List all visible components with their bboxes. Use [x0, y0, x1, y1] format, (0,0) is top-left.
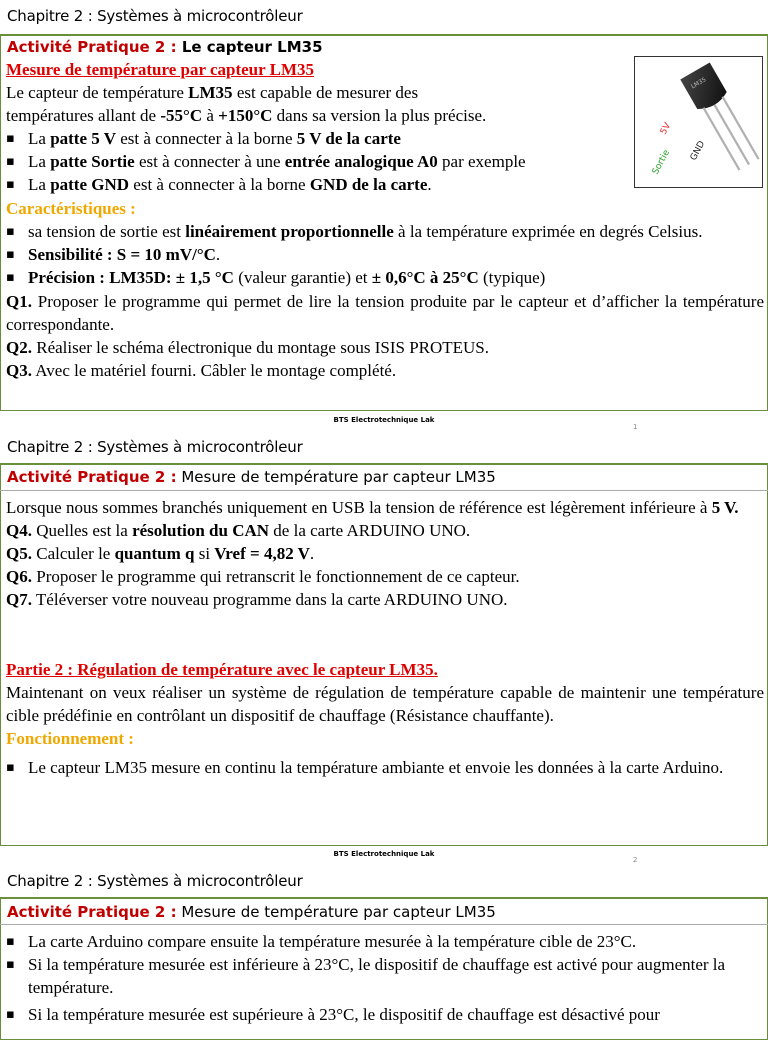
activity-title: [7, 468, 496, 486]
activity-rule: [0, 924, 768, 925]
chapter-title: Chapitre 2 : Systèmes à microcontrôleur: [7, 438, 303, 456]
activity-title: [7, 38, 323, 56]
question-3: Q3. Avec le matériel fourni. Câbler le montage complété.: [6, 361, 397, 380]
section-1: [6, 58, 628, 196]
list-item: ▪ La patte GND est à connecter à la borne GND de la carte.: [6, 175, 432, 194]
activity-label: Activité Pratique 2 :: [7, 38, 177, 56]
lm35-sensor-icon: [635, 57, 762, 187]
activity-name: Le capteur LM35: [176, 38, 323, 56]
usb-paragraph: Lorsque nous sommes branchés uniquement en USB la tension de référence est légèrement inférieure à 5 V.: [6, 498, 739, 517]
page-footer: BTS Electrotechnique Lak: [333, 850, 435, 858]
page-2: [0, 433, 768, 864]
chapter-title: Chapitre 2 : Systèmes à microcontrôleur: [7, 872, 303, 890]
pin-gnd-label: GND: [688, 139, 708, 163]
section-2: [6, 197, 764, 382]
list-item: ▪ Sensibilité : S = 10 mV/°C.: [6, 245, 221, 264]
activity-rule: [0, 490, 768, 491]
activity-name: Mesure de température par capteur LM35: [176, 903, 496, 921]
section-3: [6, 496, 764, 611]
activity-name: Mesure de température par capteur LM35: [176, 468, 496, 486]
question-6: Q6. Proposer le programme qui retranscrit le fonctionnement de ce capteur.: [6, 567, 520, 586]
question-1: Q1. Proposer le programme qui permet de lire la tension produite par le capteur et d’afficher la température correspondante.: [6, 292, 764, 334]
section-4: [6, 658, 764, 779]
page-footer: BTS Electrotechnique Lak: [333, 416, 435, 424]
page-3: [0, 865, 768, 1024]
pin-list: [6, 127, 628, 196]
question-4: Q4. Quelles est la résolution du CAN de la carte ARDUINO UNO.: [6, 521, 471, 540]
pin-5v-label: 5V: [658, 121, 674, 137]
section-5: [6, 930, 764, 1026]
list-item: ▪ La patte Sortie est à connecter à une entrée analogique A0 par exemple: [6, 152, 526, 171]
list-item: ▪ Précision : LM35D: ± 1,5 °C (valeur garantie) et ± 0,6°C à 25°C (typique): [6, 268, 546, 287]
question-5: Q5. Calculer le quantum q si Vref = 4,82 V.: [6, 544, 315, 563]
operation-heading: Fonctionnement :: [6, 729, 134, 748]
question-7: Q7. Téléverser votre nouveau programme dans la carte ARDUINO UNO.: [6, 590, 508, 609]
characteristics-heading: Caractéristiques :: [6, 199, 136, 218]
activity-label: Activité Pratique 2 :: [7, 903, 177, 921]
list-item: ▪ Si la température mesurée est supérieure à 23°C, le dispositif de chauffage est désactivé pour: [6, 1005, 660, 1024]
list-item: ▪ Si la température mesurée est inférieure à 23°C, le dispositif de chauffage est activé pour augmenter la température.: [6, 955, 726, 997]
page-number: 2: [633, 856, 638, 864]
activity-title: [7, 903, 496, 921]
list-item: ▪ La patte 5 V est à connecter à la borne 5 V de la carte: [6, 129, 401, 148]
part2-heading: Partie 2 : Régulation de température avec le capteur LM35.: [6, 660, 438, 679]
list-item: ▪ sa tension de sortie est linéairement proportionnelle à la température exprimée en degrés Celsius.: [6, 222, 703, 241]
list-item: ▪ La carte Arduino compare ensuite la température mesurée à la température cible de 23°C.: [6, 932, 637, 951]
page-1: [0, 0, 768, 431]
page-number: 1: [633, 423, 638, 431]
chip-label: LM35: [689, 76, 708, 91]
chapter-title: Chapitre 2 : Systèmes à microcontrôleur: [7, 7, 303, 25]
part2-paragraph: Maintenant on veux réaliser un système de régulation de température capable de maintenir une température cible prédéfinie en contrôlant un dispositif de chauffage (Résistance chauffante).: [6, 683, 764, 725]
sensor-body: [680, 63, 729, 114]
pin-sortie-label: Sortie: [650, 148, 673, 177]
list-item: ▪ Le capteur LM35 mesure en continu la température ambiante et envoie les données à la carte Arduino.: [6, 758, 724, 777]
regulation-list: [6, 930, 764, 1026]
lm35-sensor-figure: [634, 56, 763, 188]
activity-label: Activité Pratique 2 :: [7, 468, 177, 486]
section-heading: Mesure de température par capteur LM35: [6, 60, 314, 79]
intro-paragraph: Le capteur de température LM35 est capable de mesurer des températures allant de -55°C à +150°C dans sa version la plus précise.: [6, 83, 487, 125]
question-2: Q2. Réaliser le schéma électronique du montage sous ISIS PROTEUS.: [6, 338, 490, 357]
characteristics-list: [6, 220, 764, 289]
operation-list: [6, 756, 764, 779]
